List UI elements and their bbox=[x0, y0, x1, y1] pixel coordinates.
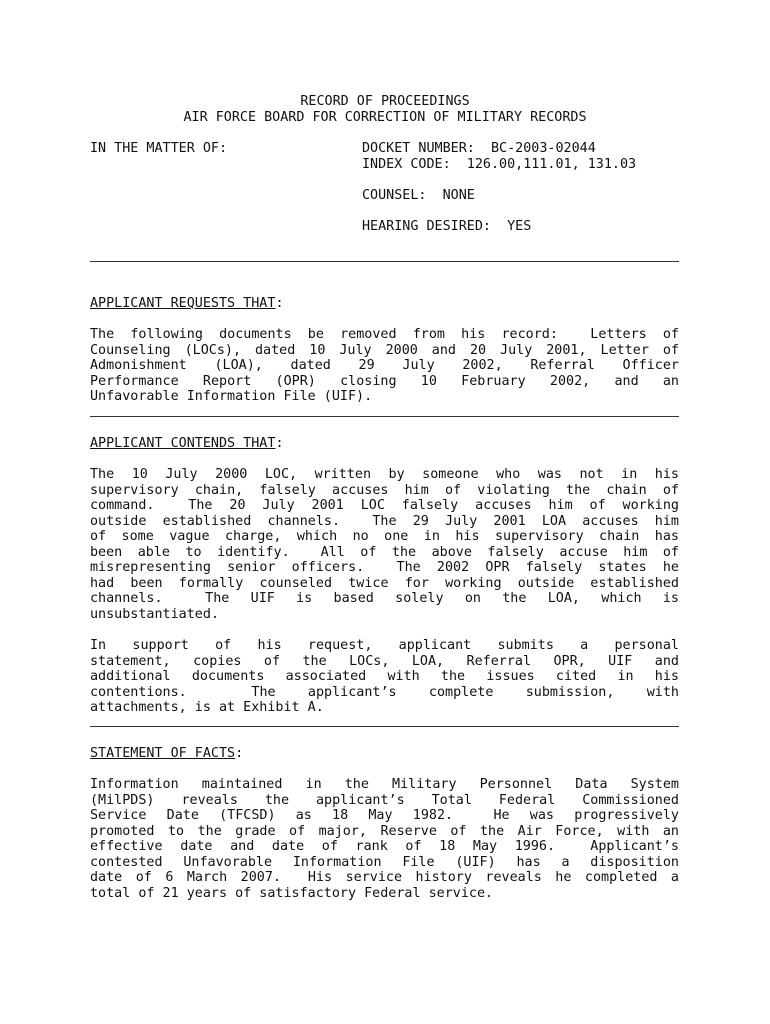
contends-paragraph-2 bbox=[90, 638, 679, 716]
separator-rule bbox=[90, 261, 679, 262]
counsel: COUNSEL: NONE bbox=[362, 187, 475, 203]
text-line: additional documents associated with the issues cited in his bbox=[90, 669, 679, 684]
heading-text: APPLICANT REQUESTS THAT bbox=[90, 296, 276, 311]
section-heading-contends bbox=[90, 436, 284, 452]
text-line: statement, copies of the LOCs, LOA, Referral OPR, UIF and bbox=[90, 653, 679, 669]
text-line: been able to identify. All of the above falsely accuse him of bbox=[90, 544, 679, 560]
section-heading-facts bbox=[90, 746, 243, 762]
text-line: The following documents be removed from his record: Letters of bbox=[90, 327, 679, 342]
section-heading-requests bbox=[90, 296, 284, 312]
text-line: Information maintained in the Military Personnel Data System bbox=[90, 777, 679, 792]
text-line: contentions. The applicant’s complete submission, with bbox=[90, 684, 679, 700]
hearing-desired: HEARING DESIRED: YES bbox=[362, 218, 532, 234]
matter-label: IN THE MATTER OF: bbox=[90, 141, 228, 156]
text-line: promoted to the grade of major, Reserve of the Air Force, with an bbox=[90, 823, 679, 839]
text-line: channels. The UIF is based solely on the LOA, which is bbox=[90, 591, 679, 606]
heading-colon: : bbox=[235, 746, 244, 761]
contends-paragraph-1 bbox=[90, 467, 679, 622]
text-line: date of 6 March 2007. His service history reveals he completed a bbox=[90, 870, 679, 885]
facts-paragraph bbox=[90, 777, 679, 901]
text-line: had been formally counseled twice for working outside established bbox=[90, 575, 679, 591]
heading-text: STATEMENT OF FACTS bbox=[90, 746, 236, 761]
docket-number: DOCKET NUMBER: BC-2003-02044 bbox=[362, 141, 596, 156]
text-line: Counseling (LOCs), dated 10 July 2000 and 20 July 2001, Letter of bbox=[90, 342, 679, 358]
text-line: command. The 20 July 2001 LOC falsely accuses him of working bbox=[90, 498, 679, 513]
text-line: total of 21 years of satisfactory Federal service. bbox=[90, 885, 494, 901]
text-line: supervisory chain, falsely accuses him of violating the chain of bbox=[90, 482, 679, 498]
index-code: INDEX CODE: 126.00,111.01, 131.03 bbox=[362, 156, 637, 172]
separator-rule bbox=[90, 726, 679, 727]
heading-colon: : bbox=[275, 296, 284, 311]
text-line: of some vague charge, which no one in his supervisory chain has bbox=[90, 529, 679, 544]
text-line: outside established channels. The 29 July 2001 LOA accuses him bbox=[90, 513, 679, 529]
text-line: Unfavorable Information File (UIF). bbox=[90, 389, 373, 404]
text-line: attachments, is at Exhibit A. bbox=[90, 700, 324, 715]
requests-paragraph bbox=[90, 327, 679, 405]
text-line: unsubstantiated. bbox=[90, 606, 219, 622]
text-line: effective date and date of rank of 18 May 1996. Applicant’s bbox=[90, 839, 679, 854]
text-line: contested Unfavorable Information File (UIF) has a disposition bbox=[90, 854, 679, 870]
text-line: misrepresenting senior officers. The 2002 OPR falsely states he bbox=[90, 560, 679, 575]
board-name: AIR FORCE BOARD FOR CORRECTION OF MILITARY RECORDS bbox=[183, 109, 587, 125]
document-title: RECORD OF PROCEEDINGS bbox=[300, 94, 470, 109]
text-line: Admonishment (LOA), dated 29 July 2002, Referral Officer bbox=[90, 358, 679, 373]
heading-text: APPLICANT CONTENDS THAT bbox=[90, 436, 276, 451]
text-line: Service Date (TFCSD) as 18 May 1982. He was progressively bbox=[90, 808, 679, 823]
text-line: Performance Report (OPR) closing 10 February 2002, and an bbox=[90, 373, 679, 389]
separator-rule bbox=[90, 416, 679, 417]
heading-colon: : bbox=[275, 436, 284, 451]
text-line: (MilPDS) reveals the applicant’s Total Federal Commissioned bbox=[90, 792, 679, 808]
text-line: In support of his request, applicant submits a personal bbox=[90, 638, 679, 653]
text-line: The 10 July 2000 LOC, written by someone who was not in his bbox=[90, 467, 679, 482]
